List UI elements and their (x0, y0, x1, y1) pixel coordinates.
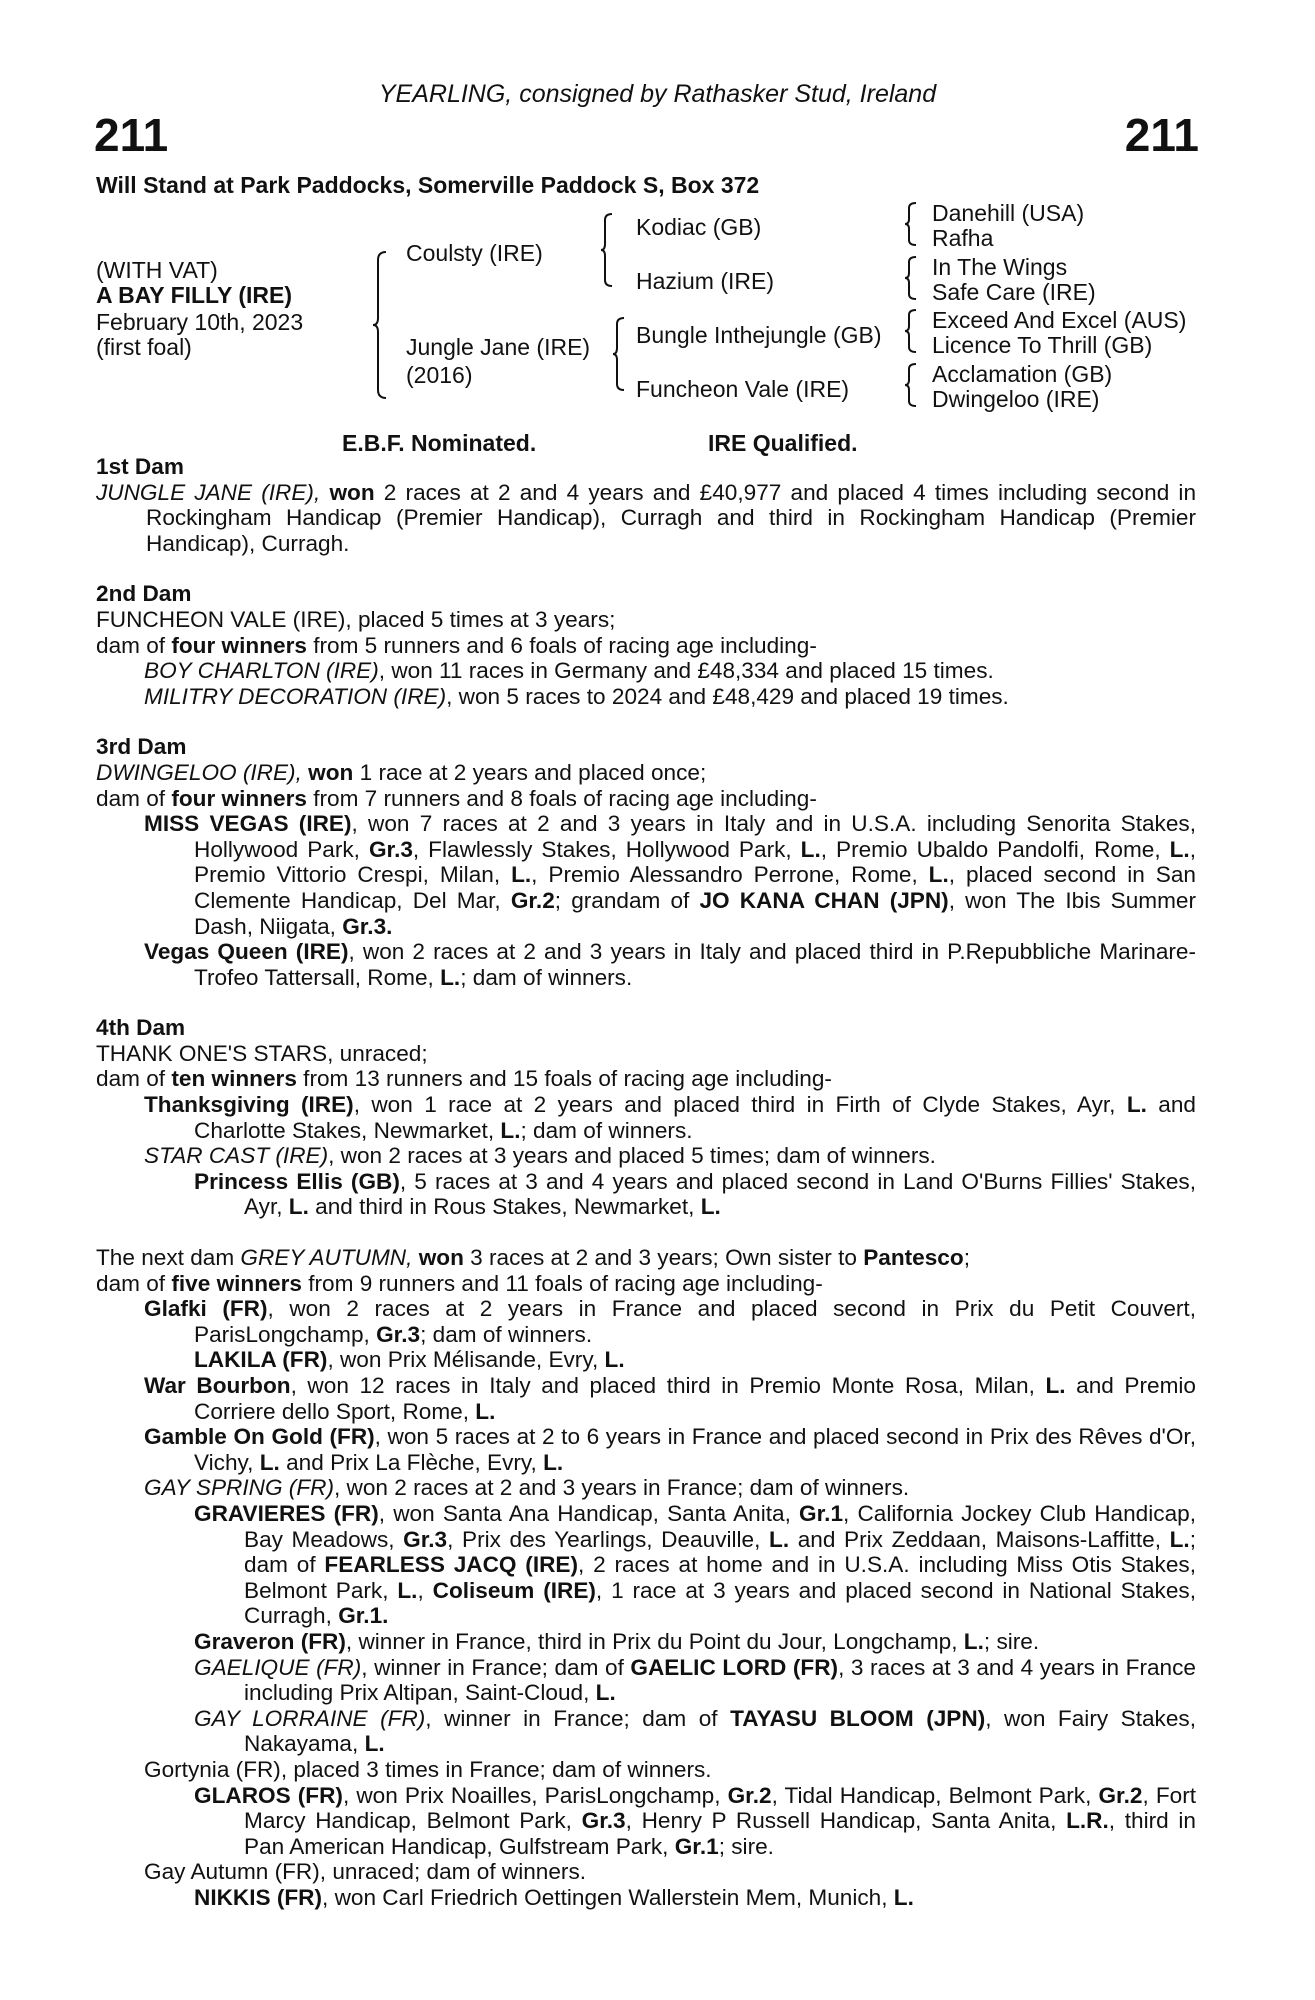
t: NIKKIS (FR) (194, 1884, 323, 1910)
t: LAKILA (FR) (194, 1347, 328, 1373)
lot-number-right: 211 (1124, 109, 1199, 161)
t: L. (259, 1449, 280, 1475)
first-dam-record: 2 races at 2 and 4 years and £40,977 and placed 4 times including second in Rockingham Handicap (Premier Handicap), Curragh and third in Rockingham Handicap (Premier Handicap), Curragh. (146, 479, 1197, 556)
t: , Prix des Yearlings, Deauville, (447, 1526, 770, 1552)
pedigree-table (0, 200, 1315, 420)
t: GAELIC LORD (FR) (630, 1654, 839, 1680)
produce-gay-spring (96, 1475, 1196, 1501)
brace-dam (612, 316, 626, 392)
produce-gay-lorraine (96, 1706, 1196, 1757)
t: ; sire. (983, 1628, 1040, 1654)
t: , Premio Alessandro Perrone, Rome, (531, 862, 929, 888)
t: Gr.2 (510, 887, 555, 913)
t: STAR CAST (IRE) (144, 1143, 329, 1169)
t: , won 5 races to 2024 and £48,429 and placed 19 times. (446, 683, 1009, 709)
t: Vegas Queen (IRE) (144, 939, 349, 965)
won-label: won (329, 479, 375, 505)
second-dam-line1: FUNCHEON VALE (IRE), placed 5 times at 3 years; (96, 606, 616, 632)
t: , won The Ibis Summer Dash, Niigata, (194, 887, 1197, 939)
t: , won 12 races in Italy and placed third in Premio Monte Rosa, Milan, (290, 1373, 1046, 1398)
t: GRAVIERES (FR) (194, 1500, 379, 1526)
t: and Prix Zeddaan, Maisons-Laffitte, (789, 1526, 1170, 1552)
t: , 3 races at 3 and 4 years in France including Prix Altipan, Saint-Cloud, (244, 1654, 1196, 1706)
t: L. (800, 836, 821, 862)
first-dam-text (96, 480, 1196, 557)
t: Pantesco (863, 1245, 964, 1271)
ddd: Dwingeloo (IRE) (932, 386, 1100, 412)
t: , 2 races at home and in U.S.A. including Miss Otis Stakes, Belmont Park, (244, 1552, 1196, 1603)
t: , won Carl Friedrich Oettingen Wallerstein Mem, Munich, (322, 1884, 894, 1910)
dss: Exceed And Excel (AUS) (932, 307, 1187, 333)
t: 1 race at 2 years and placed once; (353, 759, 707, 785)
produce-gay-autumn: Gay Autumn (FR), unraced; dam of winners. (144, 1859, 587, 1885)
t: L. (1169, 836, 1190, 862)
t: 3 races at 2 and 3 years; Own sister to (463, 1245, 864, 1271)
produce-lakila (96, 1347, 1196, 1373)
t: Gr.3 (581, 1808, 626, 1834)
t: four winners (171, 785, 307, 811)
t: dam of (96, 785, 172, 811)
t: , Henry P Russell Handicap, Santa Anita, (625, 1808, 1067, 1834)
t: , won 2 races at 2 and 3 years in France; dam of winners. (333, 1475, 910, 1501)
ebf-nominated: E.B.F. Nominated. (342, 430, 537, 456)
t: , won 2 races at 3 years and placed 5 times; dam of winners. (328, 1143, 936, 1169)
t: Coliseum (IRE) (432, 1577, 596, 1603)
t: GAY LORRAINE (FR) (194, 1705, 426, 1731)
produce-name: BOY CHARLTON (IRE) (144, 658, 379, 684)
t: L. (700, 1194, 721, 1220)
brace-ss (904, 201, 918, 247)
t: L.R. (1066, 1808, 1109, 1834)
t: from 13 runners and 15 foals of racing age including- (296, 1066, 832, 1092)
t: L. (364, 1731, 385, 1757)
t: L. (475, 1398, 496, 1424)
t: L. (543, 1449, 564, 1475)
t: from 7 runners and 8 foals of racing age including- (306, 785, 817, 811)
t: GAELIQUE (FR) (194, 1654, 362, 1680)
produce-glaros (96, 1783, 1196, 1860)
t: L. (1045, 1373, 1066, 1398)
t: , won Prix Mélisande, Evry, (327, 1347, 605, 1373)
t: L. (1169, 1526, 1190, 1552)
t: L. (928, 862, 949, 888)
first-dam-heading: 1st Dam (96, 454, 184, 479)
t: Gr.3 (403, 1526, 448, 1552)
produce-war-bourbon (96, 1373, 1196, 1424)
t: , won 2 races at 2 and 3 years in Italy and placed third in P.Repubbliche Marinare-Trofeo Tattersall, Rome, (194, 939, 1196, 990)
t: Gamble On Gold (FR) (144, 1424, 375, 1450)
consignment-line: YEARLING, consigned by Rathasker Stud, Ireland (378, 80, 937, 108)
produce-name: MILITRY DECORATION (IRE) (144, 683, 447, 709)
t: ; dam of winners. (420, 1321, 593, 1347)
t: DWINGELOO (IRE), (96, 759, 302, 785)
t: L. (893, 1884, 914, 1910)
second-dam-line2 (96, 633, 1196, 659)
t: ; dam of winners. (520, 1117, 693, 1143)
t: from 5 runners and 6 foals of racing age including- (306, 632, 817, 658)
sss: Danehill (USA) (932, 200, 1085, 226)
t: , won Santa Ana Handicap, Santa Anita, (378, 1500, 800, 1526)
t: , placed second in San Clemente Handicap, Del Mar, (194, 862, 1197, 913)
fourth-dam-heading: 4th Dam (96, 1015, 186, 1041)
sdd: Safe Care (IRE) (932, 279, 1096, 305)
t: FEARLESS JACQ (IRE) (324, 1552, 579, 1578)
t: , Tidal Handicap, Belmont Park, (771, 1782, 1099, 1808)
t: ; dam of (244, 1526, 1196, 1578)
sire-sire: Kodiac (GB) (636, 214, 762, 240)
t: GREY AUTUMN, (240, 1245, 413, 1271)
t: , California Jockey Club Handicap, Bay Meadows, (244, 1500, 1196, 1552)
t: and Premio Corriere dello Sport, Rome, (194, 1373, 1196, 1424)
t: ten winners (171, 1066, 297, 1092)
t: dam of (96, 1270, 172, 1296)
brace-dd (904, 362, 918, 408)
t: won (308, 759, 354, 785)
next-dam-line1 (96, 1245, 1196, 1271)
foal-note: (first foal) (96, 334, 192, 360)
t: , won 1 race at 2 years and placed third in Firth of Clyde Stakes, Ayr, (353, 1092, 1127, 1118)
t: TAYASU BLOOM (JPN) (730, 1705, 986, 1731)
t: , 1 race at 3 years and placed second in National Stakes, Curragh, (244, 1577, 1196, 1629)
produce-nikkis (96, 1885, 1196, 1911)
catalogue-body (96, 454, 1196, 1910)
t: L. (500, 1117, 521, 1143)
t: and third in Rous Stakes, Newmarket, (308, 1194, 701, 1220)
t: and Prix La Flèche, Evry, (279, 1449, 544, 1475)
t: The next dam (96, 1245, 241, 1271)
t: Gr.3. (342, 913, 393, 939)
t: ; sire. (718, 1833, 774, 1859)
produce-gortynia: Gortynia (FR), placed 3 times in France; dam of winners. (144, 1756, 712, 1782)
t: L. (397, 1577, 418, 1603)
first-dam-name: JUNGLE JANE (IRE), (96, 479, 321, 505)
t: L. (604, 1347, 625, 1373)
t: JO KANA CHAN (JPN) (699, 887, 949, 913)
t: Gr.1 (674, 1833, 719, 1859)
t: , winner in France; dam of (425, 1705, 731, 1731)
sds: In The Wings (932, 254, 1068, 280)
third-dam-heading: 3rd Dam (96, 734, 187, 760)
dam: Jungle Jane (IRE) (406, 334, 591, 360)
ire-qualified: IRE Qualified. (708, 430, 858, 456)
t: , won 5 races at 2 to 6 years in France and placed second in Prix des Rêves d'Or, Vichy, (194, 1424, 1196, 1475)
produce-graveron (96, 1629, 1196, 1655)
vat-note: (WITH VAT) (96, 257, 218, 283)
t: , won Fairy Stakes, Nakayama, (244, 1705, 1196, 1757)
produce-glafki (96, 1296, 1196, 1347)
t: , Premio Ubaldo Pandolfi, Rome, (820, 836, 1170, 862)
t: Gr.2 (1098, 1782, 1143, 1808)
t: , winner in France; dam of (361, 1654, 631, 1680)
t: , won Prix Noailles, ParisLongchamp, (342, 1782, 728, 1808)
sire: Coulsty (IRE) (406, 240, 543, 266)
t: Glafki (FR) (144, 1296, 268, 1322)
t: Gr.1 (799, 1500, 844, 1526)
produce-thanksgiving (96, 1092, 1196, 1143)
dam-sire: Bungle Inthejungle (GB) (636, 322, 882, 348)
t: L. (1126, 1092, 1147, 1118)
t: , winner in France, third in Prix du Point du Jour, Longchamp, (345, 1628, 964, 1654)
produce-princess-ellis (96, 1169, 1196, 1220)
t: GAY SPRING (FR) (144, 1475, 334, 1501)
third-dam-line2 (96, 786, 1196, 812)
dsd: Licence To Thrill (GB) (932, 332, 1153, 358)
t: ; (963, 1245, 970, 1271)
horse-dob: February 10th, 2023 (96, 309, 304, 335)
t: Gr.2 (727, 1782, 772, 1808)
produce-miss-vegas (96, 811, 1196, 939)
next-dam-line2 (96, 1271, 1196, 1297)
lot-number-left: 211 (94, 109, 169, 161)
second-dam-produce (96, 658, 1196, 684)
t: five winners (171, 1270, 302, 1296)
fourth-dam-line1: THANK ONE'S STARS, unraced; (96, 1040, 428, 1066)
t: , third in Pan American Handicap, Gulfstream Park, (244, 1808, 1196, 1859)
t: won (418, 1245, 464, 1271)
brace-ds (904, 308, 918, 354)
t: Graveron (FR) (194, 1628, 346, 1654)
t: four winners (171, 632, 307, 658)
t: Gr.3 (368, 836, 413, 862)
t: , Flawlessly Stakes, Hollywood Park, (412, 836, 801, 862)
t: , 5 races at 3 and 4 years and placed second in Land O'Burns Fillies' Stakes, Ayr, (244, 1168, 1196, 1220)
t: , won 2 races at 2 years in France and placed second in Prix du Petit Couvert, ParisLongchamp, (194, 1296, 1196, 1347)
produce-vegas-queen (96, 939, 1196, 990)
fourth-dam-line2 (96, 1066, 1196, 1092)
t: dam of (96, 632, 172, 658)
t: , Premio Vittorio Crespi, Milan, (194, 836, 1196, 888)
t: ; grandam of (554, 887, 700, 913)
third-dam-line1 (96, 760, 1196, 786)
t: L. (595, 1680, 616, 1706)
produce-gravieres: GRAVIERES (FR), won Santa Ana Handicap, Santa Anita, Gr.1, California Jockey Club Handicap, Bay Meadows, Gr.3, Prix des Yearlings, Deauville, L. and Prix Zeddaan, Maisons-Laffitte, L.; dam of FEARLESS JACQ (IRE), 2 races at home and in U.S.A. including Miss Otis Stakes, Belmont Park, L., Coliseum (IRE), 1 race at 3 years and placed second in National Stakes, Curragh, Gr.1. (194, 1500, 1196, 1629)
produce-gamble-on-gold (96, 1424, 1196, 1475)
t: Gr.3 (376, 1321, 421, 1347)
brace-sd (904, 255, 918, 301)
t: , won 7 races at 2 and 3 years in Italy and in U.S.A. including Senorita Stakes, Hollywood Park, (194, 811, 1196, 862)
t: Princess Ellis (GB) (194, 1168, 400, 1194)
t: , won 11 races in Germany and £48,334 and placed 15 times. (378, 658, 994, 684)
t: GLAROS (FR) (194, 1782, 343, 1808)
dds: Acclamation (GB) (932, 361, 1113, 387)
t: War Bourbon (144, 1373, 291, 1398)
dam-dam: Funcheon Vale (IRE) (636, 376, 850, 402)
t: L. (963, 1628, 984, 1654)
brace-sire (600, 212, 614, 288)
produce-gaelique (96, 1655, 1196, 1706)
ssd: Rafha (932, 225, 994, 251)
brace-main (372, 250, 388, 400)
t: Thanksgiving (IRE) (144, 1092, 354, 1118)
t: MISS VEGAS (IRE) (144, 811, 352, 837)
t: Gr.1. (338, 1603, 389, 1629)
t: L. (511, 862, 532, 888)
t: , Fort Marcy Handicap, Belmont Park, (244, 1782, 1196, 1834)
sire-dam: Hazium (IRE) (636, 268, 775, 294)
produce-star-cast (96, 1143, 1196, 1169)
second-dam-produce (96, 684, 1196, 710)
t: L. (769, 1526, 790, 1552)
t: L. (440, 964, 461, 990)
horse-name: A BAY FILLY (IRE) (96, 282, 292, 308)
dam-year: (2016) (406, 362, 473, 388)
stabling-location: Will Stand at Park Paddocks, Somerville Paddock S, Box 372 (96, 172, 760, 198)
t: from 9 runners and 11 foals of racing age including- (301, 1270, 823, 1296)
t: ; dam of winners. (460, 964, 633, 990)
second-dam-heading: 2nd Dam (96, 581, 192, 607)
t: and Charlotte Stakes, Newmarket, (194, 1092, 1196, 1143)
t: L. (288, 1194, 309, 1220)
t: dam of (96, 1066, 172, 1092)
